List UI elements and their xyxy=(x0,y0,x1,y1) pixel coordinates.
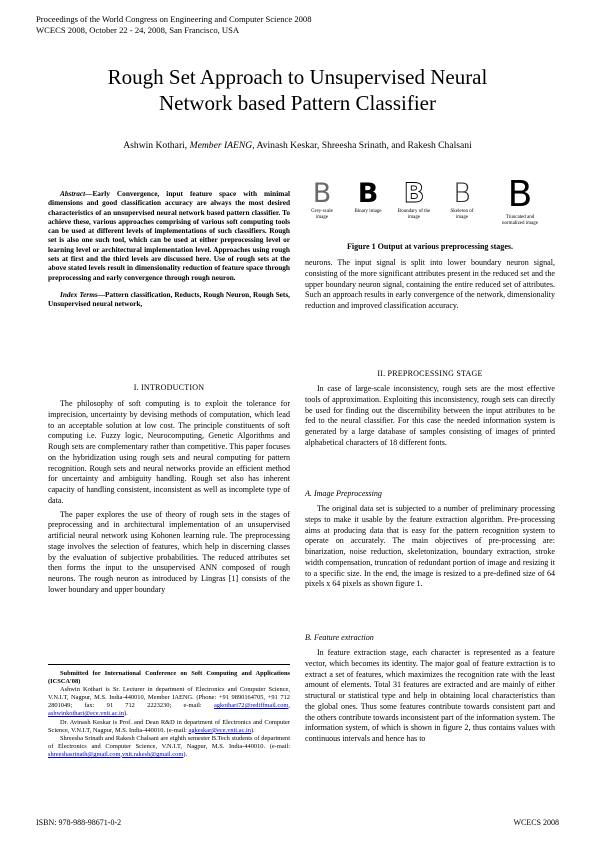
email-link[interactable]: ashwinkothari@ece.vnit.ac.in xyxy=(48,710,124,718)
panel-label: Binary image xyxy=(354,209,382,214)
email-link[interactable]: shreeshasrinath@gmail.com xyxy=(48,750,121,758)
footnote-author-1: Ashwin Kothari is Sr. Lecturer in department of Electronics and Computer Science, V.N.I.T, Nagpur, M.S. India-440010, Member IAENG. (Phone: +91 9890164705, +91 712 2801049; fax: 91 712 2223230; e-mail: agkothari72@rediffmail.com, ashwinkothari@ece.vnit.ac.in). xyxy=(48,686,290,718)
boundary-b-image: B xyxy=(403,178,425,209)
figure-panel-skeleton xyxy=(445,178,479,221)
image-preprocessing-paragraph: The original data set is subjected to a number of preliminary processing steps to make it usable by the feature extraction algorithm. Pre-processing aims at producing data that is easy for the pattern recognition system to operate on accurately. The main objectives of pre-processing are: binarization, noise reduction, skeletonization, boundary extraction, stroke width compensation, truncation of redundant portion of image and resizing it to a specific size. In the end, the image is resized to a pre-defined size of 64 pixels x 64 pixels as shown figure 1. xyxy=(305,504,555,589)
feature-extraction-body xyxy=(305,648,555,745)
grey-scale-b-image: B xyxy=(312,178,332,209)
section-heading-preprocessing: II. PREPROCESSING STAGE xyxy=(377,369,483,378)
header-line-1: Proceedings of the World Congress on Engineering and Computer Science 2008 xyxy=(36,14,312,24)
subsection-heading-image-preprocessing: A. Image Preprocessing xyxy=(305,489,382,498)
image-preprocessing-body xyxy=(305,504,555,590)
title-line-1: Rough Set Approach to Unsupervised Neural xyxy=(107,65,488,89)
panel-label: Skeleton of image xyxy=(450,209,474,220)
section-heading-introduction: I. INTRODUCTION xyxy=(133,383,205,392)
right-column-body xyxy=(305,258,555,312)
subsection-heading-feature-extraction: B. Feature extraction xyxy=(305,633,374,642)
index-terms xyxy=(48,290,290,309)
title-line-2: Network based Pattern Classifier xyxy=(158,91,436,115)
left-column xyxy=(48,189,290,309)
panel-label: Grey-scale image xyxy=(311,209,333,220)
figure-1 xyxy=(305,174,555,238)
author-1-membership: Member IAENG xyxy=(189,140,253,151)
panel-label: Boundary of the image xyxy=(397,209,431,220)
footnotes xyxy=(48,670,290,759)
figure-panel-grey-scale xyxy=(305,178,339,221)
other-authors: , Avinash Keskar, Shreesha Srinath, and Rakesh Chalsani xyxy=(252,140,472,151)
email-link[interactable]: agkeskar@ece.vnit.ac.in xyxy=(188,726,251,734)
introduction-body xyxy=(48,399,290,596)
binary-b-image: B xyxy=(357,178,379,209)
footnote-submitted: Submitted for International Conference on Soft Computing and Applications (ICSCA'08) xyxy=(48,670,290,686)
intro-paragraph-2: The paper explores the use of theory of rough sets in the stages of preprocessing and in architectural implementation of an unsupervised artificial neural network using Kohonen learning rule. The preprocessing stage involves the selection of features, which help in discerning classes by the evaluation of subjective probabilities. The reduced attributes set then forms the input to the unsupervised ANN composed of rough neurons. The rough neuron as introduced by Lingras [1] consists of the lower boundary and upper boundary xyxy=(48,509,290,594)
conference-footer: WCECS 2008 xyxy=(513,818,559,827)
isbn-footer: ISBN: 978-988-98671-0-2 xyxy=(36,818,122,827)
email-link[interactable]: agkothari72@rediffmail.com xyxy=(213,702,289,710)
skeleton-b-image: B xyxy=(453,178,471,209)
header-line-2: WCECS 2008, October 22 - 24, 2008, San Francisco, USA xyxy=(36,25,240,35)
proceedings-header xyxy=(36,14,312,36)
normalized-b-image: B xyxy=(507,174,533,215)
right-paragraph-continued: neurons. The input signal is split into lower boundary neuron signal, consisting of the more significant attributes present in the reduced set and the upper boundary neuron signal, containing the entire reduced set of attributes. Such an approach results in early convergence of the network, dimensionality reduction and improved classification accuracy. xyxy=(305,258,555,310)
abstract-label: Abstract xyxy=(60,189,86,198)
figure-panel-boundary xyxy=(397,178,431,221)
feature-extraction-paragraph: In feature extraction stage, each character is represented as a feature vector, which becomes its identity. The major goal of feature extraction is to extract a set of features, which maximizes the recognition rate with the least amount of elements. Total 31 features are extracted and are mainly of either structural or statistical type and help in obtaining local characteristics than the global ones. Thus some features contribute towards consistent part and the others contribute towards inconsistent part of the information system. The information system, of which is shown in figure 2, thus contains values with continuous intervals and hence has to xyxy=(305,648,555,743)
paper-title xyxy=(40,64,555,116)
preprocessing-paragraph: In case of large-scale inconsistency, rough sets are the most effective tools of approximation. Exploiting this inconsistency, rough sets can directly be used for finding out the discernibility between the input attributes to be fed to the neural classifier. For this case the needed information system is generated by a large database of samples consisting of images of printed alphabetical characters of 18 different fonts. xyxy=(305,384,555,447)
email-link[interactable]: vnit.rakesh@gmail.com xyxy=(122,750,184,758)
figure-1-caption: Figure 1 Output at various preprocessing stages. xyxy=(346,242,514,251)
preprocessing-body xyxy=(305,384,555,449)
abstract-text: —Early Convergence, input feature space with minimal dimensions and good classification accuracy are always the most desired characteristics of an unsupervised neural network based pattern classifier. To achieve these, various approaches comprising of various soft computing tools can be used at different levels of implementations of such classifiers. Rough set is also one such tool, which can be used at either preprocessing level or learning level or architectural implementation level. Approaches using rough sets at first and the third levels are discussed here. Use of rough sets at the above stated levels result in dimensionality reduction of feature space through preprocessing and early convergence through rough neuron. xyxy=(48,189,290,282)
footnote-author-2: Dr. Avinash Keskar is Prof. and Dean R&D in department of Electronics and Computer Science, V.N.I.T, Nagpur, M.S. India-440010. (e-mail: agkeskar@ece.vnit.ac.in). xyxy=(48,718,290,734)
footnote-separator xyxy=(48,664,290,665)
footnote-authors-3-4: Shreesha Srinath and Rakesh Chalsani are eighth semester B.Tech students of department of Electronics and Computer Science, V.N.I.T, Nagpur, M.S. India-440010. (e-mail: shreeshasrinath@gmail.com,vnit.rakesh@gmail.com). xyxy=(48,734,290,758)
figure-panel-binary xyxy=(351,178,385,215)
index-terms-label: Index Terms xyxy=(60,289,98,299)
figure-panel-normalized xyxy=(495,174,545,227)
index-terms-text: —Pattern classification, Reducts, Rough Neuron, Rough Sets, Unsupervised neural network, xyxy=(48,289,290,309)
author-list xyxy=(40,140,555,151)
intro-paragraph-1: The philosophy of soft computing is to exploit the tolerance for imprecision, uncertainty by devising methods of computation, which lead to an acceptable solution at low cost. The principle constituents of soft computing i.e. Fuzzy logic, Neurocomputing, Genetic Algorithms and Rough sets are complementary rather than competitive. This paper focuses on the hybridization using rough sets and neural computing for pattern recognition. Rough sets and neural networks provide an efficient method for uncertainty and ambiguity handling. Rough set also has inherent capacity of handling consistent, inconsistent as well as incomplete type of data. xyxy=(48,399,290,505)
abstract xyxy=(48,189,290,282)
author-1: Ashwin Kothari, xyxy=(123,140,188,151)
panel-label: Truncated and normalized image xyxy=(502,215,538,226)
